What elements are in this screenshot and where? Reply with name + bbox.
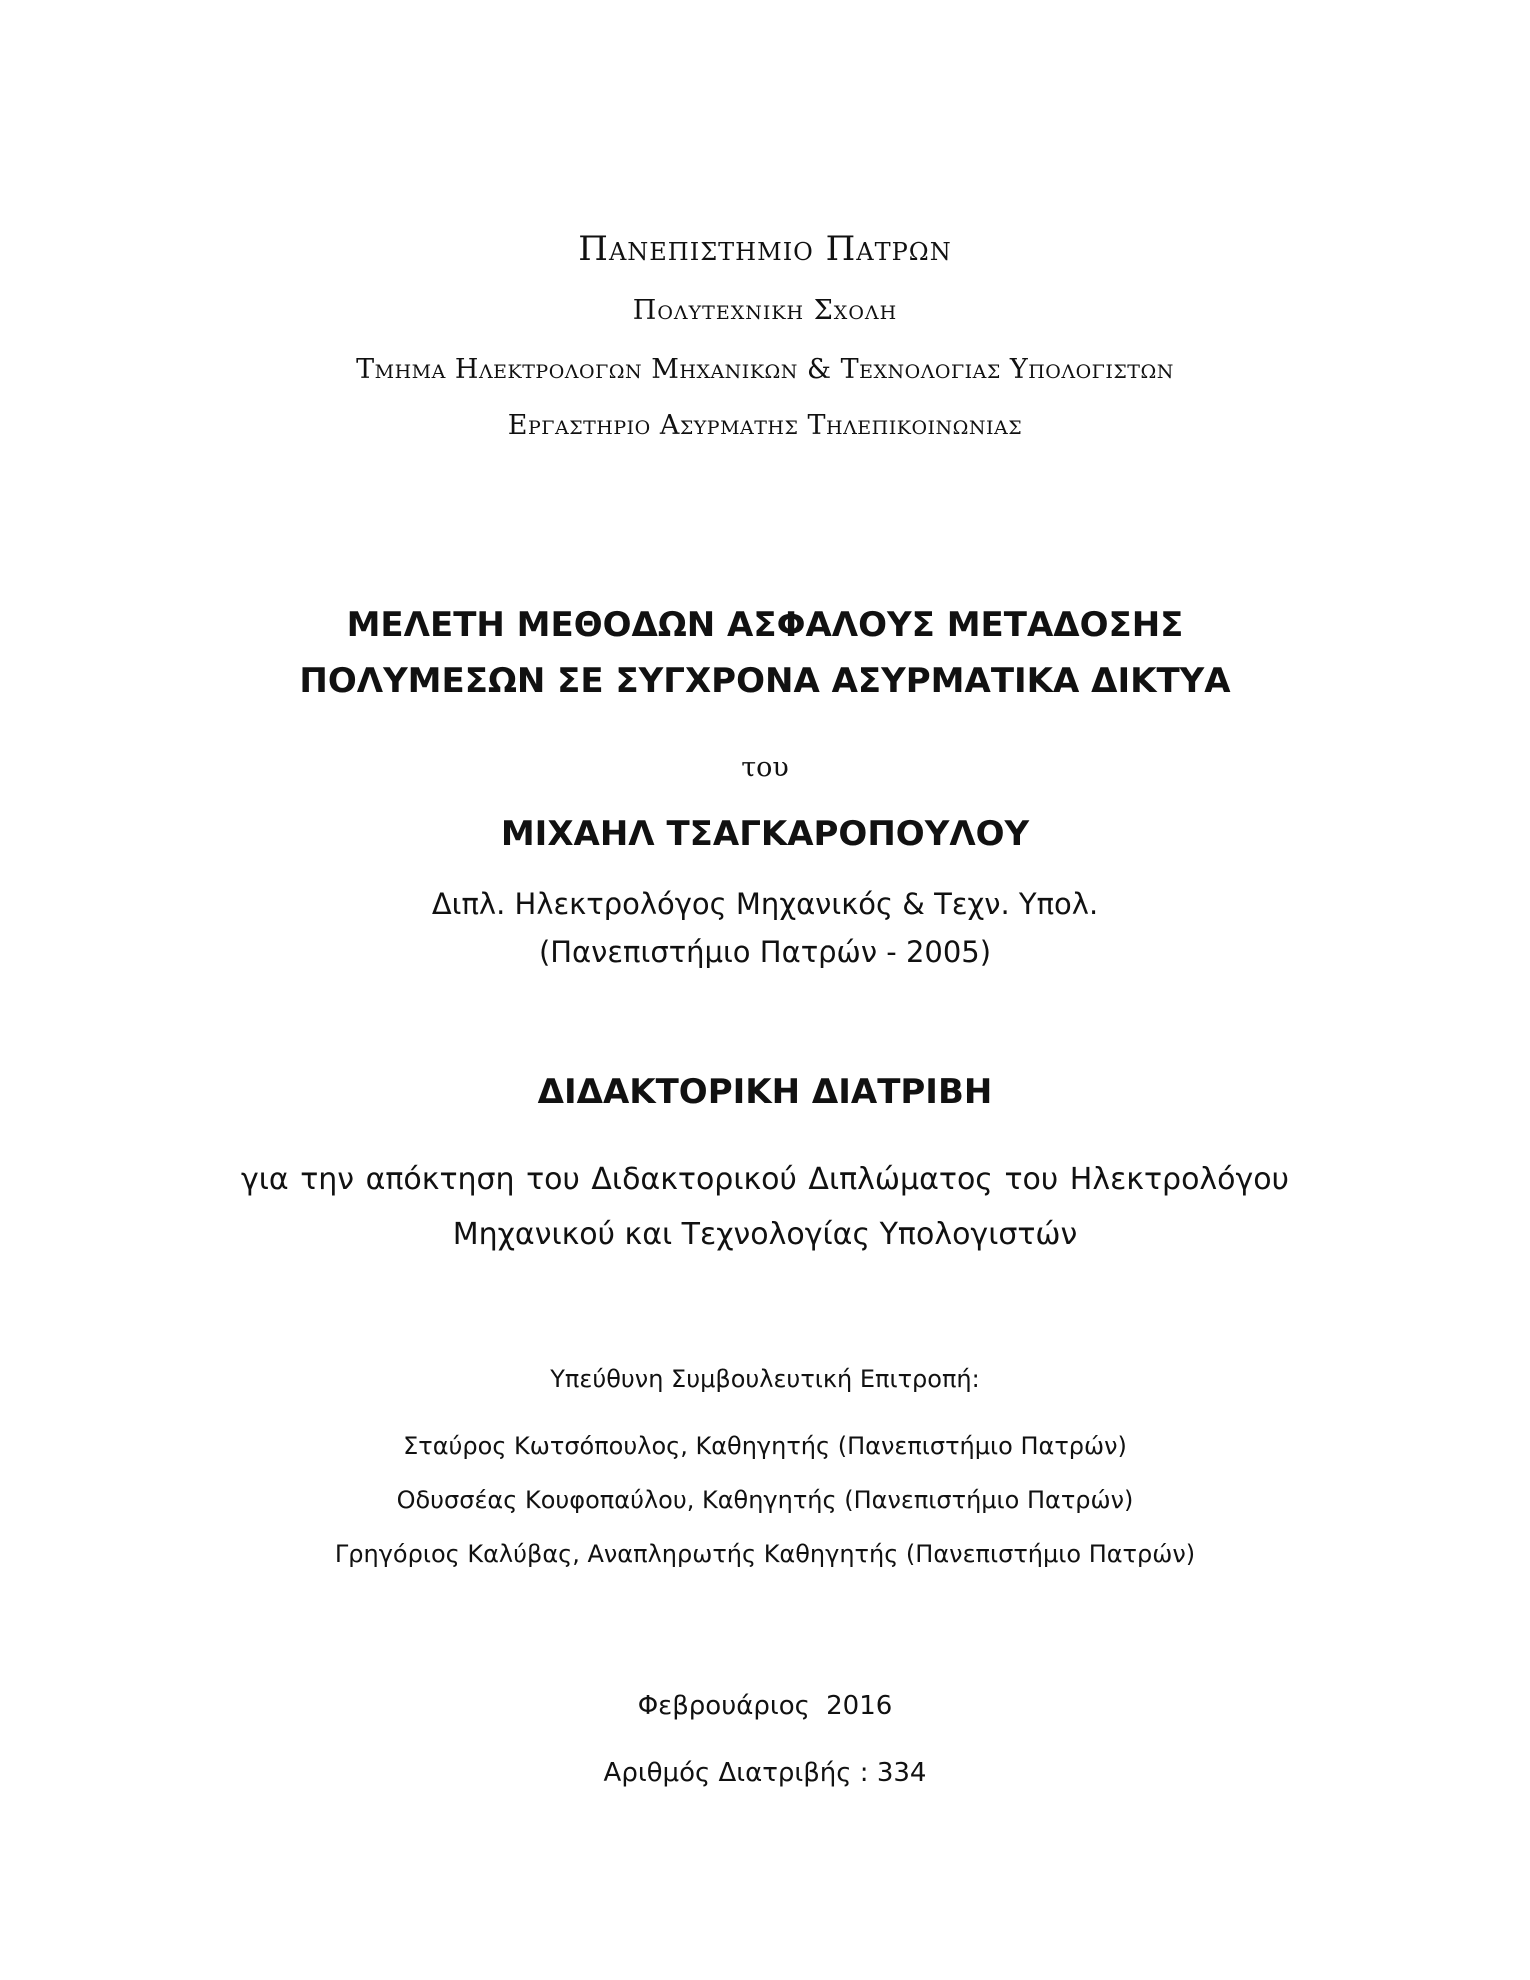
- thesis-title-line-2: ΠΟΛΥΜΕΣΩΝ ΣΕ ΣΥΓΧΡΟΝΑ ΑΣΥΡΜΑΤΙΚΑ ΔΙΚΤΥΑ: [299, 661, 1231, 701]
- thesis-number: Αριθμός Διατριβής : 334: [603, 1758, 927, 1788]
- committee-member: Οδυσσέας Κουφοπαύλου, Καθηγητής (Πανεπιστήμιο Πατρών): [396, 1486, 1134, 1514]
- thesis-type: ΔΙΔΑΚΤΟΡΙΚΗ ΔΙΑΤΡΙΒΗ: [537, 1072, 993, 1112]
- thesis-title-line-1: ΜΕΛΕΤΗ ΜΕΘΟΔΩΝ ΑΣΦΑΛΟΥΣ ΜΕΤΑΔΟΣΗΣ: [346, 605, 1184, 645]
- university-name: Πανεπιστημιο Πατρων: [578, 229, 952, 269]
- laboratory-name: Εργαστηριο Ασυρματης Τηλεπικοινωνιας: [507, 410, 1023, 441]
- submission-date: Φεβρουάριος 2016: [637, 1691, 893, 1721]
- byline: του: [741, 752, 789, 783]
- committee-member: Σταύρος Κωτσόπουλος, Καθηγητής (Πανεπιστήμιο Πατρών): [403, 1432, 1127, 1460]
- committee-title: Υπεύθυνη Συμβουλευτική Επιτροπή:: [550, 1365, 980, 1393]
- committee-member: Γρηγόριος Καλύβας, Αναπληρωτής Καθηγητής (Πανεπιστήμιο Πατρών): [334, 1540, 1196, 1568]
- author-degree: Διπλ. Ηλεκτρολόγος Μηχανικός & Τεχν. Υπολ.: [431, 887, 1099, 921]
- author-degree-origin: (Πανεπιστήμιο Πατρών - 2005): [538, 935, 992, 969]
- school-name: Πολυτεχνικη Σχολη: [632, 295, 898, 326]
- department-name: Τμημα Ηλεκτρολογων Μηχανικων & Τεχνολογιας Υπολογιστων: [356, 354, 1174, 385]
- thesis-purpose-line-1: για την απόκτηση του Διδακτορικού Διπλώματος του Ηλεκτρολόγου: [240, 1162, 1290, 1197]
- thesis-purpose-line-2: Μηχανικού και Τεχνολογίας Υπολογιστών: [452, 1217, 1078, 1252]
- author-name: ΜΙΧΑΗΛ ΤΣΑΓΚΑΡΟΠΟΥΛΟΥ: [500, 814, 1030, 854]
